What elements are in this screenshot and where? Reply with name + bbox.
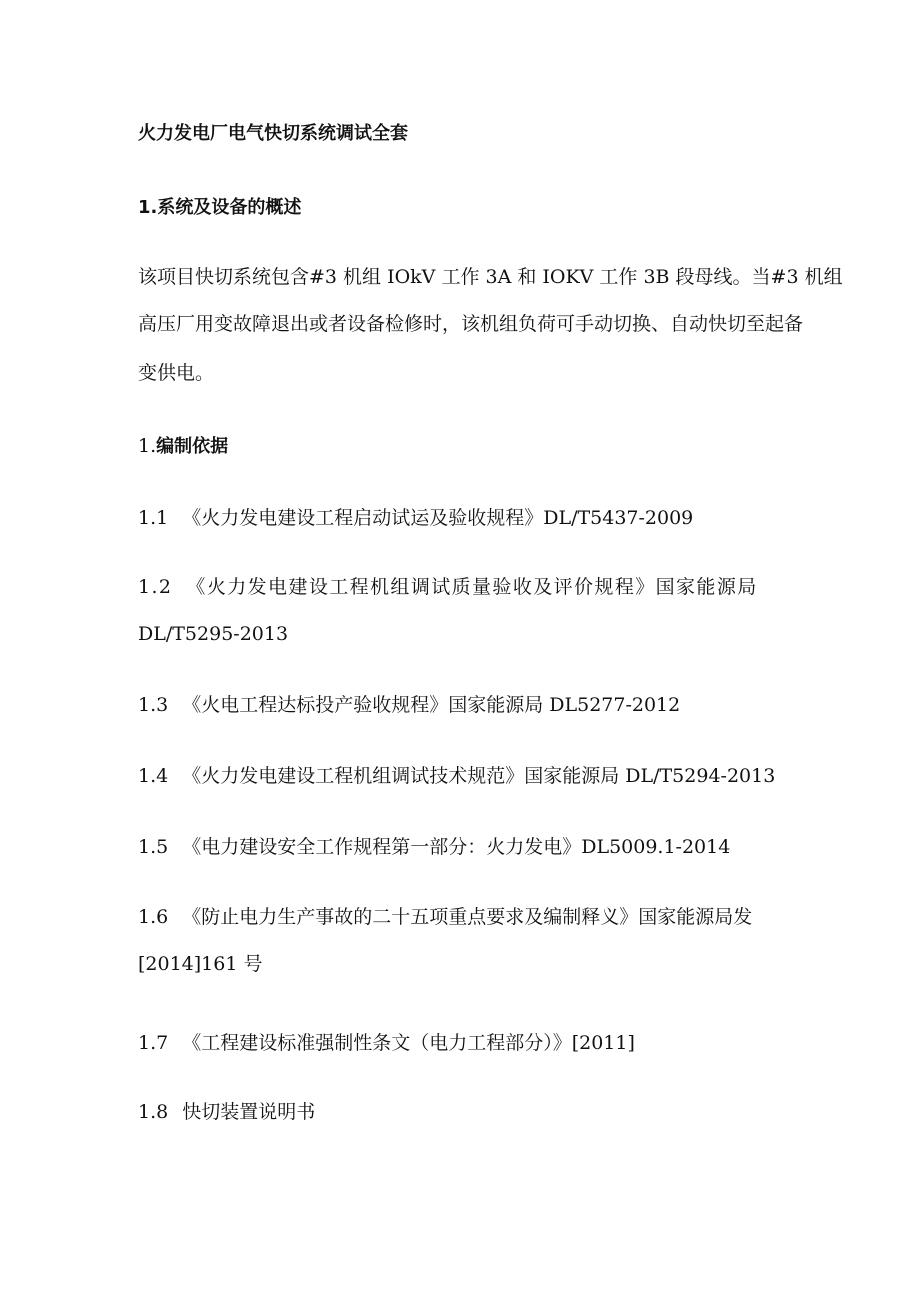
list-item-number: 1.2 <box>138 576 173 598</box>
list-item-continuation: DL/T5295-2013 <box>138 623 289 645</box>
list-item <box>138 836 730 859</box>
document-title: 火力发电厂电气快切系统调试全套 <box>138 123 408 144</box>
list-item-text: 《火电工程达标投产验收规程》国家能源局 DL5277-2012 <box>182 694 681 716</box>
list-item-text: 《火力发电建设工程机组调试技术规范》国家能源局 DL/T5294-2013 <box>182 765 776 787</box>
section-heading-basis <box>138 435 228 458</box>
list-item <box>138 576 758 599</box>
list-item <box>138 507 693 530</box>
list-item-text: 《工程建设标准强制性条文（电力工程部分）》[2011] <box>182 1032 635 1054</box>
list-item-continuation: [2014]161 号 <box>138 953 263 975</box>
overview-paragraph-line-2: 高压厂用变故障退出或者设备检修时，该机组负荷可手动切换、自动快切至起备 <box>138 313 804 335</box>
list-item-text: 《防止电力生产事故的二十五项重点要求及编制释义》国家能源局发 <box>182 906 753 928</box>
list-item <box>138 694 680 717</box>
list-item <box>138 765 775 788</box>
list-item <box>138 906 752 929</box>
list-item-text: 《电力建设安全工作规程第一部分：火力发电》DL5009.1-2014 <box>182 836 731 858</box>
list-item-number: 1.8 <box>138 1101 169 1123</box>
section-heading-basis-text: 编制依据 <box>156 436 229 457</box>
list-item <box>138 1101 315 1124</box>
list-item-text: 《火力发电建设工程启动试运及验收规程》DL/T5437-2009 <box>182 507 694 529</box>
list-item-text: 快切装置说明书 <box>182 1101 316 1123</box>
list-item <box>138 1032 635 1055</box>
list-item-number: 1.7 <box>138 1032 169 1054</box>
list-item-number: 1.3 <box>138 694 169 716</box>
section-heading-overview: 1.系统及设备的概述 <box>138 197 302 218</box>
list-item-number: 1.1 <box>138 507 169 529</box>
list-item-number: 1.5 <box>138 836 169 858</box>
list-item-number: 1.4 <box>138 765 169 787</box>
list-item-text: 《火力发电建设工程机组调试质量验收及评价规程》国家能源局 <box>186 576 758 598</box>
overview-paragraph-line-3: 变供电。 <box>138 362 215 384</box>
list-item-number: 1.6 <box>138 906 169 928</box>
section-heading-basis-number: 1. <box>138 435 157 457</box>
overview-paragraph-line-1: 该项目快切系统包含#3 机组 IOkV 工作 3A 和 IOKV 工作 3B 段母线。当#3 机组 <box>138 266 843 288</box>
